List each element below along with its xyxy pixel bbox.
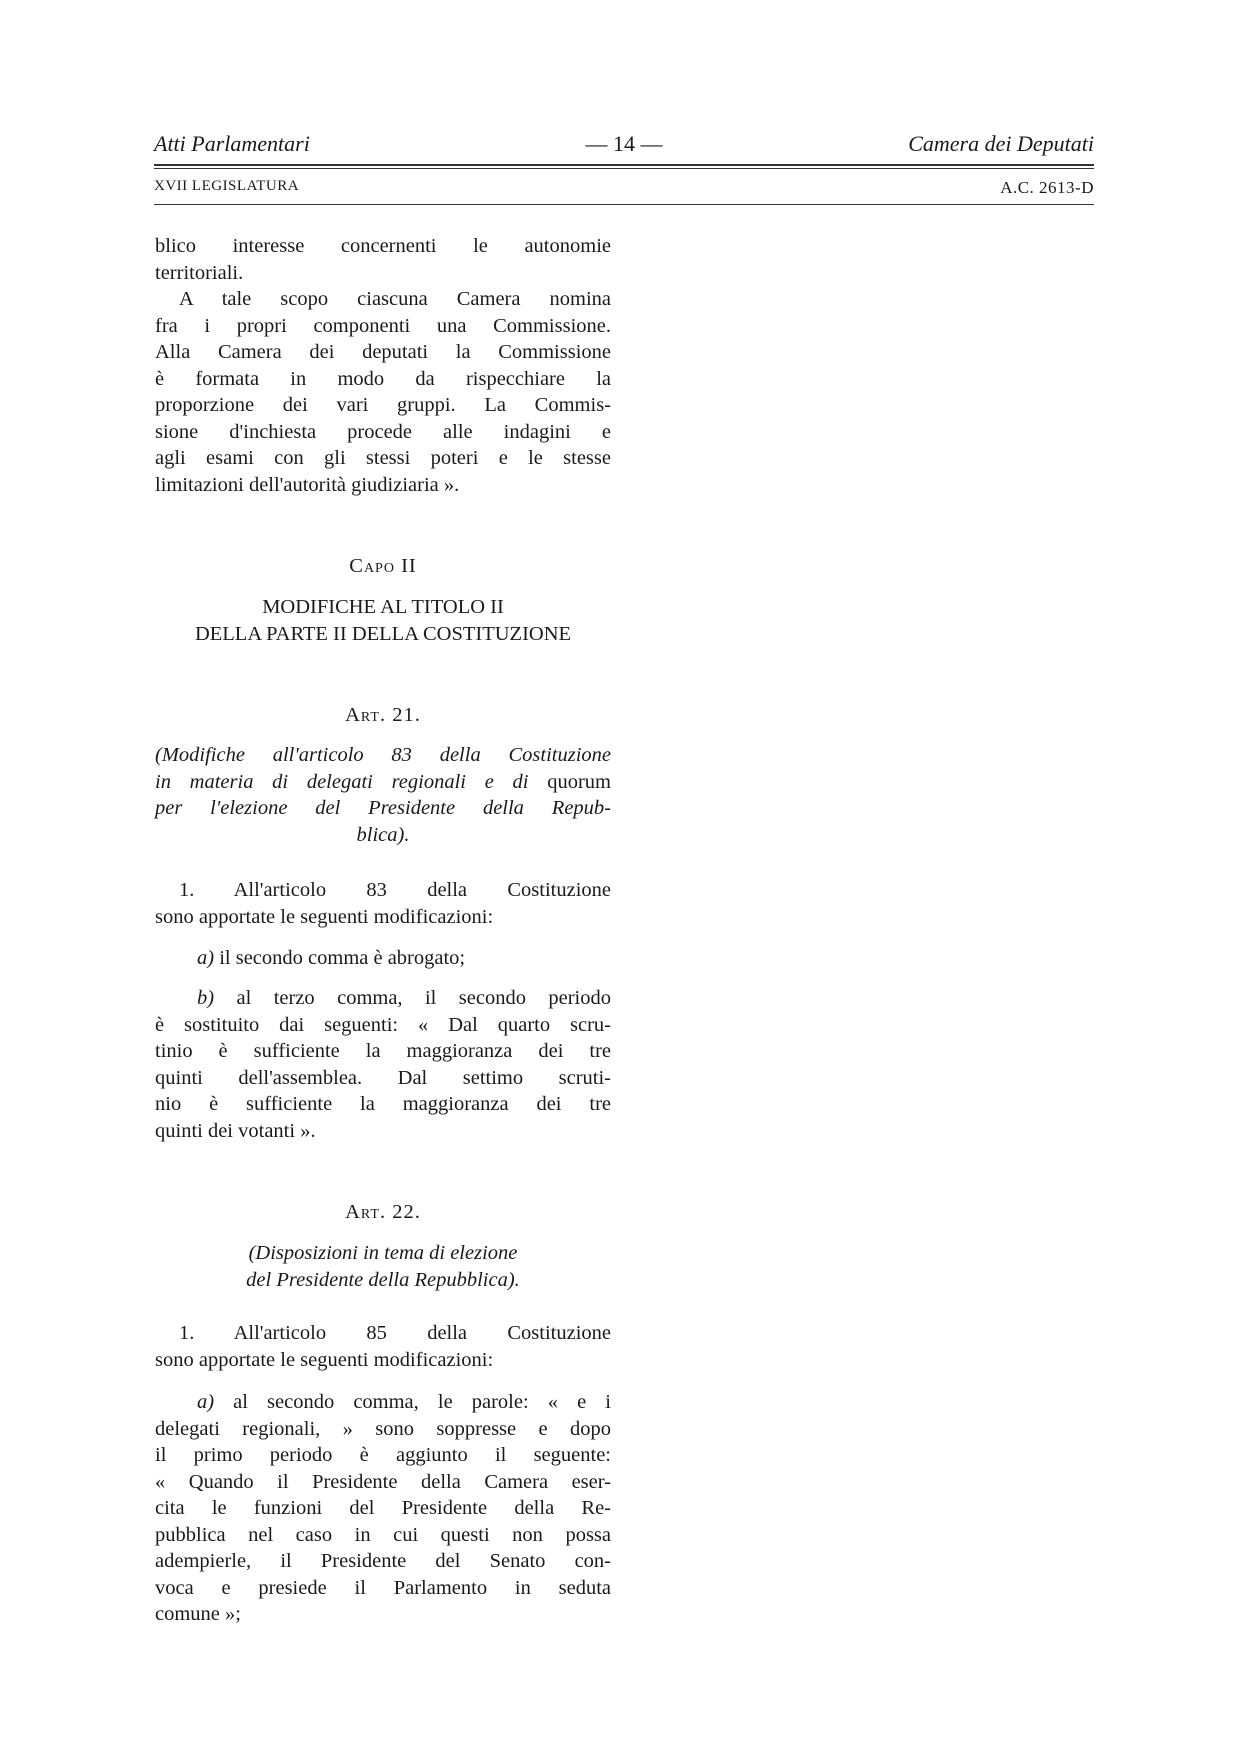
item-label: 1.: [179, 1322, 195, 1344]
text-line: [155, 1548, 611, 1575]
text-line: [155, 1522, 611, 1549]
running-header: [154, 131, 1094, 159]
text-line: [155, 1495, 611, 1522]
legislature: XVII LEGISLATURA: [154, 178, 300, 194]
text-line: [155, 1118, 611, 1145]
text-line: [155, 1065, 611, 1092]
text-block: [155, 1240, 611, 1293]
text-line: [155, 985, 611, 1012]
sub-header: [154, 178, 1094, 198]
text-line: [155, 1469, 611, 1496]
line-text: blico interesse concernenti le autonomie: [155, 235, 611, 257]
page-number: — 14 —: [585, 131, 663, 156]
line-text: il primo periodo è aggiunto il seguente:: [155, 1444, 611, 1466]
line-text: è formata in modo da rispecchiare la: [155, 367, 611, 390]
text-block: [155, 1320, 611, 1373]
line-text: pubblica nel caso in cui questi non possa: [155, 1523, 611, 1546]
item-label: 1.: [179, 879, 195, 901]
text-line: [155, 769, 611, 796]
text-line: [155, 594, 611, 621]
line-text: nio è sufficiente la maggioranza dei tre: [155, 1093, 611, 1115]
line-text: quinti dei votanti ».: [155, 1119, 316, 1142]
text-line: [155, 904, 611, 931]
line-text: territoriali.: [155, 261, 244, 284]
text-line: [155, 339, 611, 366]
line-text: al secondo comma, le parole: « e i: [233, 1391, 611, 1413]
line-text: sono apportate le seguenti modificazioni:: [155, 1348, 494, 1371]
line-text: comune »;: [155, 1603, 241, 1625]
text-line: [155, 742, 611, 769]
text-block: [155, 553, 611, 580]
line-text: sono apportate le seguenti modificazioni:: [155, 905, 494, 928]
text-line: [155, 1347, 611, 1374]
line-text: All'articolo 83 della Costituzione: [233, 879, 611, 901]
text-line: [155, 286, 611, 313]
text-block: [155, 985, 611, 1144]
text-line: [155, 472, 611, 499]
text-line: [155, 445, 611, 472]
line-text: agli esami con gli stessi poteri e le stesse: [155, 447, 611, 469]
item-label: a): [197, 1391, 215, 1413]
text-block: [155, 877, 611, 930]
text-line: [155, 553, 611, 580]
text-line: [155, 1038, 611, 1065]
text-line: [155, 877, 611, 904]
line-text: DELLA PARTE II DELLA COSTITUZIONE: [194, 622, 572, 645]
text-block: [155, 594, 611, 647]
text-line: [155, 1199, 611, 1226]
text-line: [155, 392, 611, 419]
header-right: Camera dei Deputati: [908, 131, 1094, 156]
header-rule: [154, 204, 1094, 205]
text-line: [155, 1442, 611, 1469]
item-label: b): [197, 987, 215, 1009]
line-text: quinti dell'assemblea. Dal settimo scruti-: [155, 1066, 611, 1089]
line-text: Capo II: [349, 555, 417, 577]
line-text: voca e presiede il Parlamento in seduta: [155, 1576, 611, 1599]
text-line: [155, 621, 611, 648]
line-text: fra i propri componenti una Commissione.: [155, 314, 611, 337]
line-text: limitazioni dell'autorità giudiziaria ».: [155, 473, 460, 496]
line-text: MODIFICHE AL TITOLO II: [262, 596, 504, 618]
line-text: adempierle, il Presidente del Senato con-: [155, 1550, 611, 1572]
text-line: [155, 233, 611, 260]
line-text: in materia di delegati regionali e di: [155, 770, 529, 793]
line-text: blica).: [356, 823, 410, 846]
line-text: cita le funzioni del Presidente della Re-: [155, 1497, 611, 1519]
text-line: [155, 419, 611, 446]
header-left: Atti Parlamentari: [154, 131, 310, 156]
text-line: [155, 1267, 611, 1294]
text-block: [155, 1199, 611, 1226]
item-label: a): [197, 947, 215, 969]
line-text: del Presidente della Repubblica).: [246, 1268, 520, 1291]
text-line: [155, 260, 611, 287]
line-text: delegati regionali, » sono soppresse e dopo: [155, 1417, 611, 1440]
text-line: [155, 1240, 611, 1267]
line-text: (Modifiche all'articolo 83 della Costituzione: [155, 744, 611, 766]
text-line: [155, 313, 611, 340]
line-text: Alla Camera dei deputati la Commissione: [155, 341, 611, 363]
line-text: All'articolo 85 della Costituzione: [233, 1322, 611, 1344]
line-text: il secondo comma è abrogato;: [219, 947, 466, 969]
line-text: Art. 22.: [345, 1201, 421, 1223]
line-text: è sostituito dai seguenti: « Dal quarto scru-: [155, 1013, 611, 1036]
text-block: [155, 702, 611, 729]
text-block: [155, 742, 611, 848]
line-text: (Disposizioni in tema di elezione: [248, 1242, 518, 1264]
text-line: [155, 945, 611, 972]
text-line: [155, 366, 611, 393]
line-text: per l'elezione del Presidente della Repub-: [155, 797, 611, 819]
text-line: [155, 702, 611, 729]
text-block: [155, 1389, 611, 1628]
line-text: A tale scopo ciascuna Camera nomina: [179, 288, 611, 310]
roman-term: quorum: [547, 770, 611, 793]
text-line: [155, 1389, 611, 1416]
text-line: [155, 822, 611, 849]
text-line: [155, 795, 611, 822]
header-double-rule: [154, 164, 1094, 169]
text-line: [155, 1575, 611, 1602]
text-line: [155, 1320, 611, 1347]
text-block: [155, 233, 611, 498]
line-text: sione d'inchiesta procede alle indagini e: [155, 420, 611, 443]
document-code: A.C. 2613-D: [1000, 178, 1094, 197]
text-block: [155, 945, 611, 972]
text-line: [155, 1091, 611, 1118]
text-line: [155, 1012, 611, 1039]
line-text: Art. 21.: [345, 704, 421, 726]
text-line: [155, 1416, 611, 1443]
line-text: tinio è sufficiente la maggioranza dei tre: [155, 1040, 611, 1062]
line-text: « Quando il Presidente della Camera eser-: [155, 1470, 611, 1493]
line-text: proporzione dei vari gruppi. La Commis-: [155, 394, 611, 416]
line-text: al terzo comma, il secondo periodo: [236, 987, 611, 1009]
text-line: [155, 1601, 611, 1628]
